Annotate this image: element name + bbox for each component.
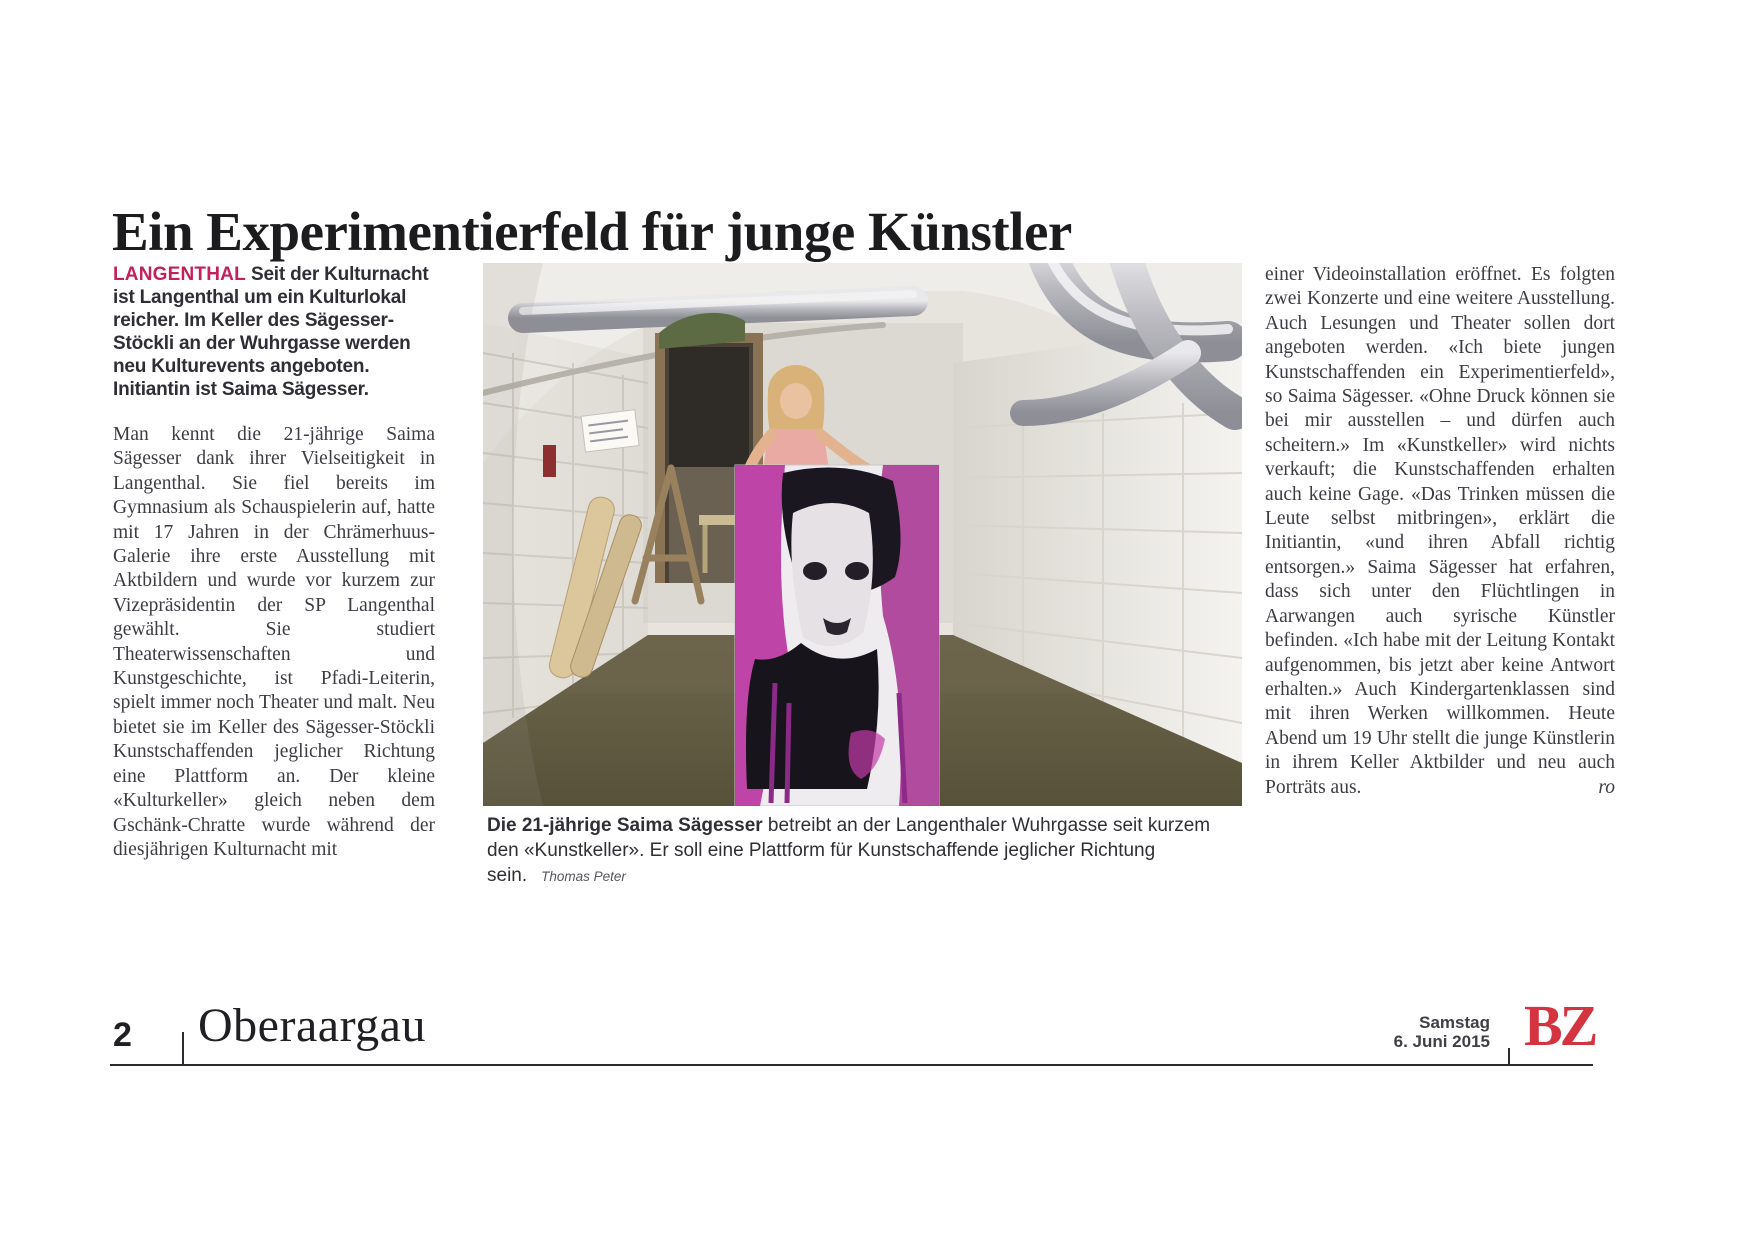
article-column-left [113, 263, 435, 862]
page-number-separator [182, 1032, 184, 1064]
logo-separator [1508, 1048, 1510, 1064]
body-paragraph-left: Man kennt die 21-jährige Saima Sägesser dank ihrer Vielseitigkeit in Langenthal. Sie fiel bereits im Gymnasium als Schauspielerin auf, hatte mit 17 Jahren in der Chrämerhuus-Galerie ihre erste Ausstellung mit Aktbildern und wurde vor kurzem zur Vizepräsidentin der SP Langenthal gewählt. Sie studiert Theaterwissenschaften und Kunstgeschichte, ist Pfadi-Leiterin, spielt immer noch Theater und malt. Neu bietet sie im Keller des Sägesser-Stöckli Kunstschaffenden jeglicher Richtung eine Plattform an. Der kleine «Kulturkeller» gleich neben dem Gschänk-Chratte wurde während der diesjährigen Kulturnacht mit [113, 424, 435, 860]
body-paragraph-right: einer Videoinstallation eröffnet. Es folgten zwei Konzerte und eine weitere Ausstellung. Auch Lesungen und Theater sollen dort angeboten werden. «Ich biete jungen Kunstschaffenden ein Experimentierfeld», so Saima Sägesser. «Ohne Druck können sie bei mir ausstellen – und dürfen auch scheitern.» Im «Kunstkeller» wird nichts verkauft; die Kunstschaffenden erhalten auch keine Gage. «Das Trinken müssen die Leute selbst mitbringen», erklärt die Initiantin, «und ihren Abfall richtig entsorgen.» Saima Sägesser hat erfahren, dass sich unter den Flüchtlingen in Aarwangen auch syrische Künstler befinden. «Ich habe mit der Leitung Kontakt aufgenommen, bis jetzt aber keine Antwort erhalten.» Auch Kindergartenklassen sind mit ihren Werken willkommen. Heute Abend um 19 Uhr stellt die junge Künstlerin in ihrem Keller Aktbilder und neu auch Porträts aus. ro [1265, 263, 1615, 800]
article-lead [113, 263, 435, 401]
wall-sign [581, 410, 639, 452]
portrait-painting [735, 465, 939, 806]
photo-credit: Thomas Peter [541, 869, 626, 884]
photo-caption [487, 813, 1242, 889]
footer-rule [110, 1064, 1593, 1066]
bz-logo: BZ [1524, 993, 1596, 1058]
caption-text: betreibt an der Langenthaler Wuhrgasse seit kurzem den «Kunstkeller». Er soll eine Plattform für Kunstschaffende jeglicher Richtung sein. [487, 815, 1211, 886]
cellar-scene-illustration [483, 263, 1242, 806]
location-kicker: LANGENTHAL [113, 264, 246, 285]
article-headline: Ein Experimentierfeld für junge Künstler [112, 200, 1072, 262]
caption-bold: Die 21-jährige Saima Sägesser [487, 815, 763, 836]
author-initials: ro [1598, 776, 1615, 798]
fire-extinguisher [543, 445, 556, 477]
issue-date: Samstag 6. Juni 2015 [1393, 1013, 1490, 1051]
article-photo [483, 263, 1242, 806]
lead-text: Seit der Kulturnacht ist Langenthal um ein Kulturlokal reicher. Im Keller des Sägesser-Stöckli an der Wuhrgasse werden neu Kulturevents angeboten. Initiantin ist Saima Sägesser. [113, 264, 429, 400]
page-number: 2 [113, 1016, 132, 1054]
article-column-right [1265, 263, 1615, 800]
section-title: Oberaargau [198, 999, 426, 1052]
